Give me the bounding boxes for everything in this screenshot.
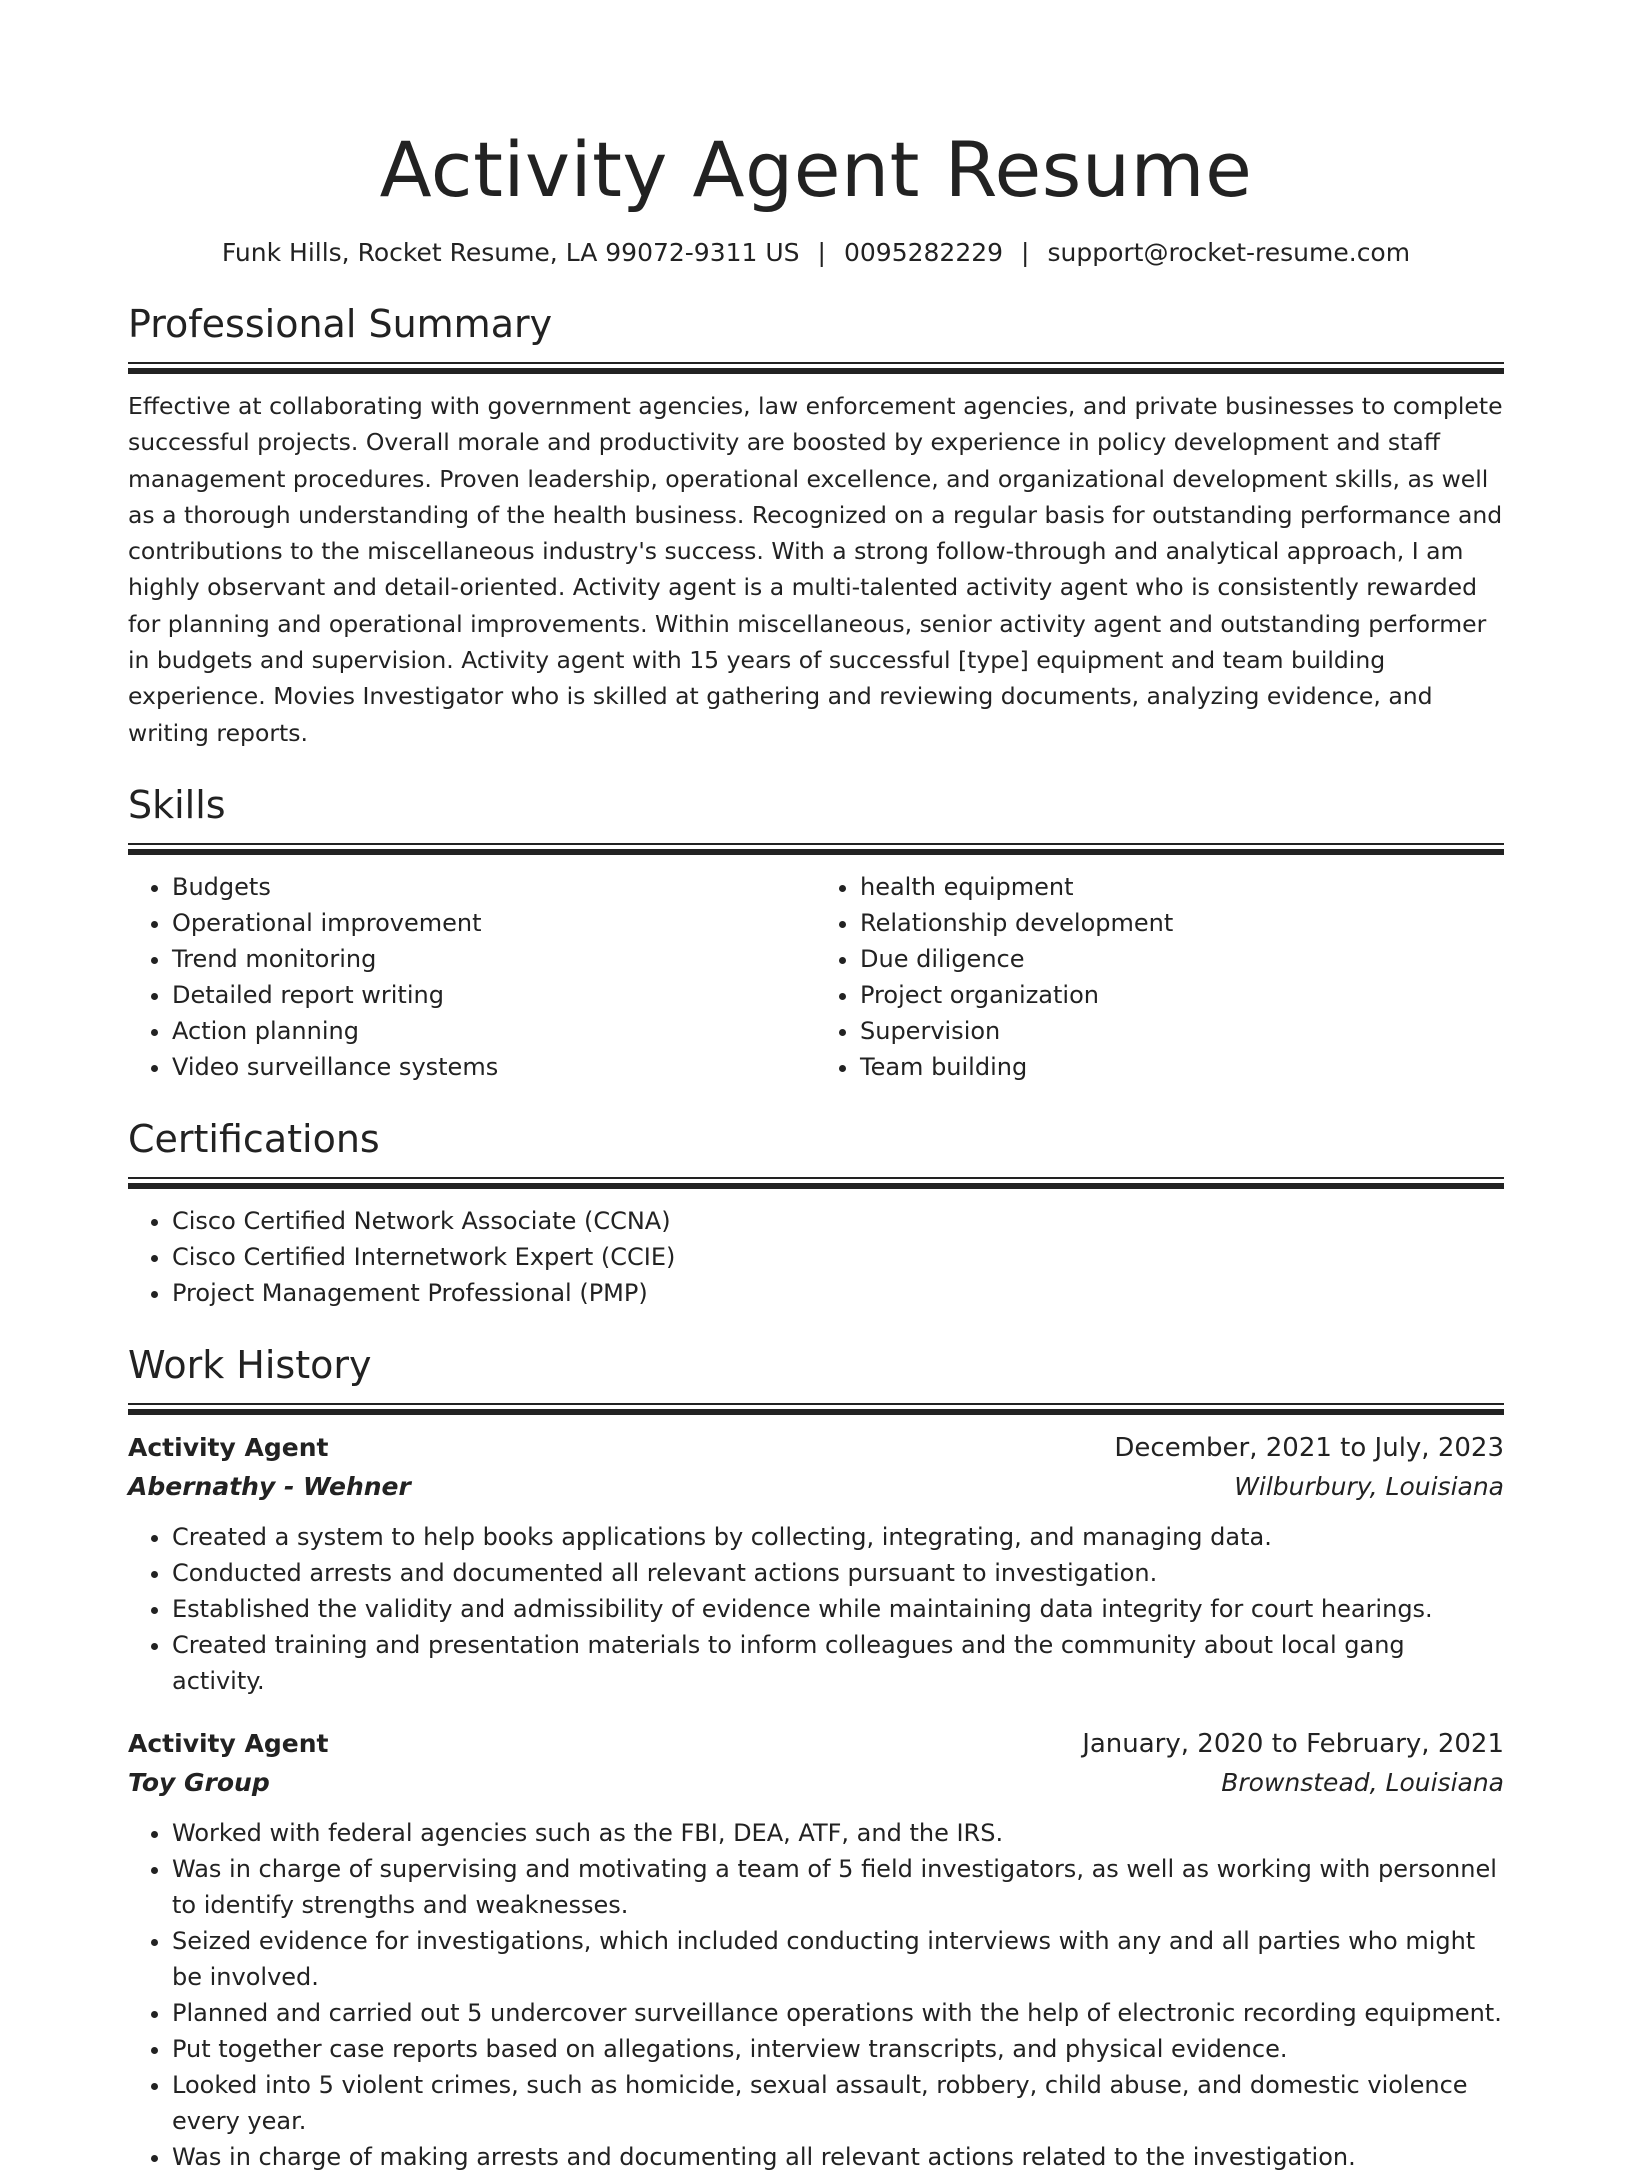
certification-item: • Cisco Certified Internetwork Expert (CCIE) bbox=[172, 1239, 1504, 1275]
certifications-section bbox=[128, 1115, 1504, 1311]
certifications-list bbox=[128, 1203, 1504, 1311]
job-bullet: • Established the validity and admissibility of evidence while maintaining data integrity for court hearings. bbox=[172, 1591, 1504, 1627]
job-bullet: • Looked into 5 violent crimes, such as homicide, sexual assault, robbery, child abuse, and domestic violence every year. bbox=[172, 2067, 1504, 2139]
summary-text: Effective at collaborating with government agencies, law enforcement agencies, and private businesses to complete successful projects. Overall morale and productivity are boosted by experience in policy development and staff management procedures. Proven leadership, operational excellence, and organizational development skills, as well as a thorough understanding of the health business. Recognized on a regular basis for outstanding performance and contributions to the miscellaneous industry's success. With a strong follow-through and analytical approach, I am highly observant and detail-oriented. Activity agent is a multi-talented activity agent who is consistently rewarded for planning and operational improvements. Within miscellaneous, senior activity agent and outstanding performer in budgets and supervision. Activity agent with 15 years of successful [type] equipment and team building experience. Movies Investigator who is skilled at gathering and reviewing documents, analyzing evidence, and writing reports. bbox=[128, 392, 1503, 747]
skills-heading: Skills bbox=[128, 782, 226, 827]
skill-item: • Relationship development bbox=[860, 905, 1504, 941]
page-title: Activity Agent Resume bbox=[379, 125, 1253, 214]
contact-address: Funk Hills, Rocket Resume, LA 99072-9311 US bbox=[221, 238, 800, 267]
work-history-section bbox=[128, 1341, 1504, 2175]
skill-item: • Operational improvement bbox=[172, 905, 816, 941]
job-bullets bbox=[128, 1519, 1504, 1699]
job-dates: December, 2021 to July, 2023 bbox=[1114, 1432, 1504, 1463]
skill-item: • Video surveillance systems bbox=[172, 1049, 816, 1085]
job-bullet: • Created a system to help books applications by collecting, integrating, and managing data. bbox=[172, 1519, 1504, 1555]
job-bullet: • Planned and carried out 5 undercover surveillance operations with the help of electronic recording equipment. bbox=[172, 1995, 1504, 2031]
section-divider bbox=[128, 362, 1504, 374]
contact-line bbox=[128, 236, 1504, 270]
skill-item: • Trend monitoring bbox=[172, 941, 816, 977]
skill-item: • Action planning bbox=[172, 1013, 816, 1049]
job-location: Brownstead, Louisiana bbox=[1221, 1767, 1504, 1797]
skill-item: • Due diligence bbox=[860, 941, 1504, 977]
job-bullet: • Conducted arrests and documented all relevant actions pursuant to investigation. bbox=[172, 1555, 1504, 1591]
skill-item: • Detailed report writing bbox=[172, 977, 816, 1013]
job-bullets bbox=[128, 1815, 1504, 2175]
summary-heading: Professional Summary bbox=[128, 302, 553, 346]
skill-item: • Supervision bbox=[860, 1013, 1504, 1049]
contact-separator: | bbox=[817, 238, 826, 267]
section-divider bbox=[128, 843, 1504, 855]
certification-item: • Cisco Certified Network Associate (CCNA) bbox=[172, 1203, 1504, 1239]
skills-list-left bbox=[128, 869, 816, 1085]
contact-phone: 0095282229 bbox=[843, 238, 1004, 267]
skills-grid bbox=[128, 869, 1504, 1085]
job-dates: January, 2020 to February, 2021 bbox=[1082, 1728, 1504, 1759]
work-history-heading: Work History bbox=[128, 1342, 372, 1387]
job-company: Abernathy - Wehner bbox=[128, 1471, 411, 1501]
skill-item: • Team building bbox=[860, 1049, 1504, 1085]
contact-email: support@rocket-resume.com bbox=[1047, 238, 1411, 267]
skills-list-right bbox=[816, 869, 1504, 1085]
job-entry bbox=[128, 1725, 1504, 2175]
job-bullet: • Was in charge of supervising and motivating a team of 5 field investigators, as well as working with personnel to identify strengths and weaknesses. bbox=[172, 1851, 1504, 1923]
job-bullet: • Put together case reports based on allegations, interview transcripts, and physical evidence. bbox=[172, 2031, 1504, 2067]
skills-section bbox=[128, 781, 1504, 1085]
section-divider bbox=[128, 1177, 1504, 1189]
section-divider bbox=[128, 1403, 1504, 1415]
skill-item: • health equipment bbox=[860, 869, 1504, 905]
skill-item: • Project organization bbox=[860, 977, 1504, 1013]
job-title: Activity Agent bbox=[128, 1432, 329, 1462]
job-company: Toy Group bbox=[128, 1767, 270, 1797]
job-entry bbox=[128, 1429, 1504, 1699]
certification-item: • Project Management Professional (PMP) bbox=[172, 1275, 1504, 1311]
job-bullet: • Was in charge of making arrests and documenting all relevant actions related to the investigation. bbox=[172, 2139, 1504, 2175]
job-bullet: • Worked with federal agencies such as the FBI, DEA, ATF, and the IRS. bbox=[172, 1815, 1504, 1851]
certifications-heading: Certifications bbox=[128, 1116, 380, 1161]
job-bullet: • Created training and presentation materials to inform colleagues and the community about local gang activity. bbox=[172, 1627, 1504, 1699]
skill-item: • Budgets bbox=[172, 869, 816, 905]
summary-section bbox=[128, 300, 1504, 751]
job-location: Wilburbury, Louisiana bbox=[1234, 1471, 1504, 1501]
job-bullet: • Seized evidence for investigations, which included conducting interviews with any and all parties who might be involved. bbox=[172, 1923, 1504, 1995]
job-title: Activity Agent bbox=[128, 1728, 329, 1758]
contact-separator: | bbox=[1021, 238, 1030, 267]
